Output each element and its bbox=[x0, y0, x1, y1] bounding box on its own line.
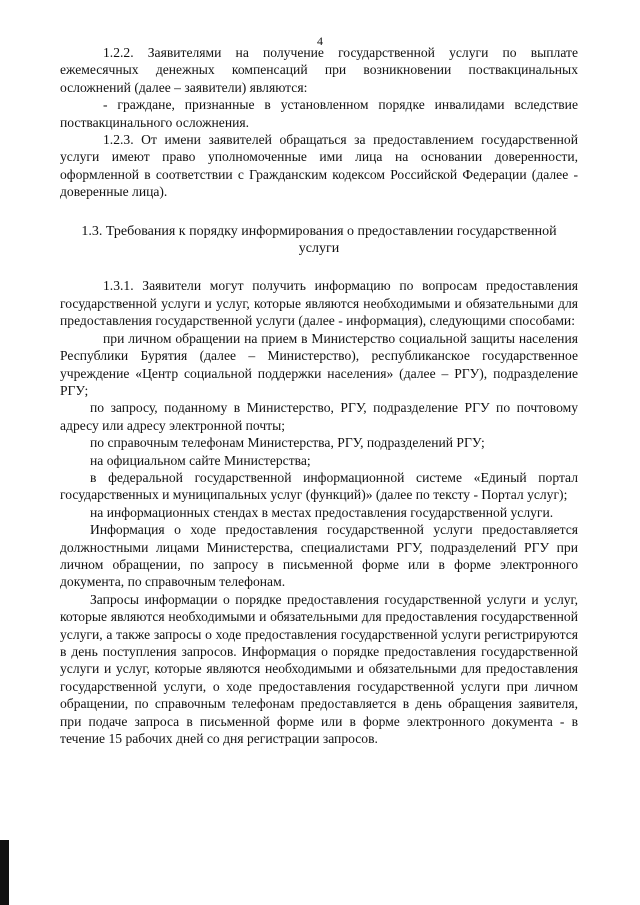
document-body bbox=[60, 44, 578, 747]
paragraph-1-2-3: 1.2.3. От имени заявителей обращаться за предоставлением государственной услуги имеют право уполномоченные ими лица на основании доверенности, оформленной в соответствии с Гражданским кодексом Российской Федерации (далее - доверенные лица). bbox=[60, 132, 578, 200]
paragraph-progress-info: Информация о ходе предоставления государственной услуги предоставляется должностными лицами Министерства, специалистами РГУ, подразделений РГУ при личном обращении, по запросу в письменной форме или в форме электронного документа, по справочным телефонам. bbox=[60, 522, 578, 590]
paragraph-personal-visit: при личном обращении на прием в Министерство социальной защиты населения Республики Бурятия (далее – Министерство), республиканское государственное учреждение «Центр социальной поддержки населения» (далее – РГУ), подразделение РГУ; bbox=[60, 330, 578, 398]
paragraph-info-stands: на информационных стендах в местах предоставления государственной услуги. bbox=[90, 504, 554, 520]
paragraph-official-site: на официальном сайте Министерства; bbox=[90, 452, 311, 468]
paragraph-applicants-list: - граждане, признанные в установленном порядке инвалидами вследствие поствакцинального осложнения. bbox=[60, 97, 578, 130]
paragraph-unified-portal: в федеральной государственной информационной системе «Единый портал государственных и муниципальных услуг (функций)» (далее по тексту - Портал услуг); bbox=[60, 469, 578, 503]
page-number: 4 bbox=[317, 34, 323, 48]
section-heading: 1.3. Требования к порядку информирования о предоставлении государственной услуги bbox=[81, 223, 557, 257]
paragraph-by-request: по запросу, поданному в Министерство, РГУ, подразделение РГУ по почтовому адресу или адресу электронной почты; bbox=[60, 400, 578, 433]
paragraph-by-phone: по справочным телефонам Министерства, РГУ, подразделений РГУ; bbox=[90, 435, 485, 451]
paragraph-1-2-2: 1.2.2. Заявителями на получение государственной услуги по выплате ежемесячных денежных компенсаций при возникновении поствакцинальных осложнений (далее – заявители) являются: bbox=[60, 45, 578, 95]
paragraph-requests-registration: Запросы информации о порядке предоставления государственной услуги и услуг, которые являются необходимыми и обязательными для предоставления государственной услуги, а также запросы о ходе предоставления государственной услуги регистрируются в день поступления запросов. Информация о порядке предоставления государственной услуги и услуг, которые являются необходимыми и обязательными для предоставления государственной услуги, о ходе предоставления государственной услуги при личном обращении, по справочным телефонам предоставляется в день обращения заявителя, при подаче запроса в письменной форме или в форме электронного документа - в течение 15 рабочих дней со дня регистрации запросов. bbox=[60, 591, 578, 747]
scan-edge-bar bbox=[0, 840, 9, 905]
paragraph-1-3-1: 1.3.1. Заявители могут получить информацию по вопросам предоставления государственной услуги и услуг, которые являются необходимыми и обязательными для предоставления государственной услуги (далее - информация), следующими способами: bbox=[60, 278, 578, 329]
